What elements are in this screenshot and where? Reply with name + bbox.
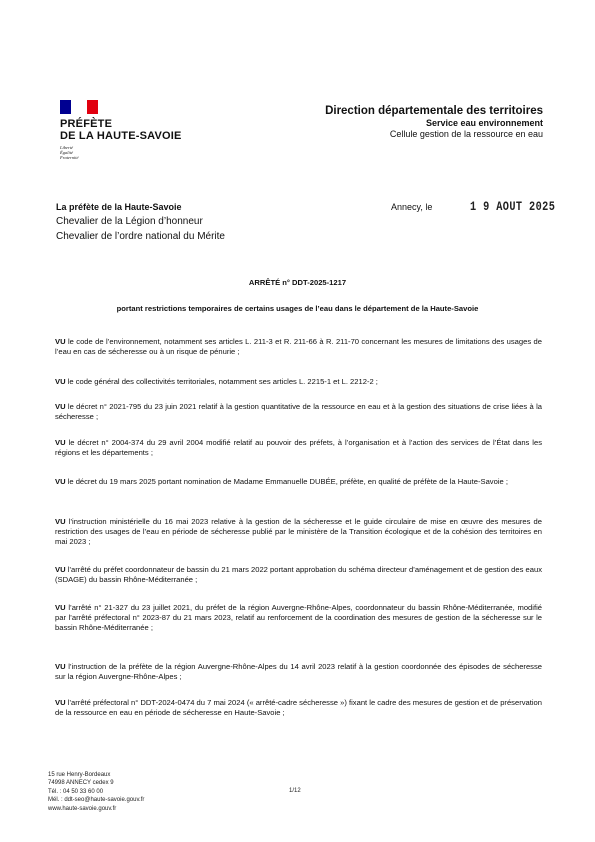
recital: VU l’arrêté n° 21-327 du 23 juillet 2021, du préfet de la région Auvergne-Rhône-Alpes, coordonnateur du bassin Rhône-Méditerranée, modifié par l’arrêté préfectoral n° 2023-87 du 21 mars 2023, relatif au renforcement de la coordination des mesures de gestion de la sécheresse sur le bassin Rhône-Méditerranée ; xyxy=(55,603,542,632)
footer-address-2: 74998 ANNECY cedex 9 xyxy=(48,780,114,787)
recital: VU l’arrêté préfectoral n° DDT-2024-0474 du 7 mai 2024 (« arrêté-cadre sécheresse ») fixant le cadre des mesures de gestion et de préservation de la ressource en eau en période de sécheresse en Haute-Savoie ; xyxy=(55,698,542,717)
recital: VU le code de l’environnement, notamment ses articles L. 211-3 et R. 211-66 à R. 211-70 concernant les mesures de limitations des usages de l’eau en cas de sécheresse ou à un risque de pénurie ; xyxy=(55,337,542,356)
signatory-block xyxy=(56,200,225,244)
footer-phone: Tél. : 04 50 33 60 00 xyxy=(48,788,104,795)
recital: VU le décret n° 2004-374 du 29 avril 2004 modifié relatif au pouvoir des préfets, à l’organisation et à l’action des services de l’État dans les régions et les départements ; xyxy=(55,438,542,457)
footer-email-link[interactable]: Mél. : ddt-seo@haute-savoie.gouv.fr xyxy=(48,797,145,804)
recital: VU l’instruction de la préfète de la région Auvergne-Rhône-Alpes du 14 avril 2023 relatif à la gestion coordonnée des épisodes de sécheresse sur la région Auvergne-Rhône-Alpes ; xyxy=(55,662,542,681)
recital: VU l’instruction ministérielle du 16 mai 2023 relative à la gestion de la sécheresse et le guide circulaire de mise en œuvre des mesures de restriction des usages de l’eau en période de sécheresse publié par le ministère de la Transition écologique et de la cohésion des territoires en mai 2023 ; xyxy=(55,517,542,546)
recital: VU l’arrêté du préfet coordonnateur de bassin du 21 mars 2022 portant approbation du schéma directeur d’aménagement et de gestion des eaux (SDAGE) du bassin Rhône-Méditerranée ; xyxy=(55,565,542,584)
decree-reference: ARRÊTÉ n° DDT-2025-1217 xyxy=(248,278,347,287)
department-service: Service eau environnement xyxy=(425,118,543,128)
republic-motto: Liberté Égalité Fraternité xyxy=(60,145,79,161)
recital: VU le décret du 19 mars 2025 portant nomination de Madame Emmanuelle DUBÉE, préfète, en qualité de préfète de la Haute-Savoie ; xyxy=(55,477,508,486)
logo-line-2: DE LA HAUTE-SAVOIE xyxy=(60,130,182,142)
date-stamp: 1 9 AOUT 2025 xyxy=(470,200,556,214)
recital: VU le code général des collectivités territoriales, notamment ses articles L. 2215-1 et L. 2212-2 ; xyxy=(55,377,378,386)
footer-website-link[interactable]: www.haute-savoie.gouv.fr xyxy=(48,805,117,812)
place-label: Annecy, le xyxy=(391,202,433,212)
department-title: Direction départementale des territoires xyxy=(325,105,543,117)
prefecture-logo xyxy=(60,100,182,161)
signatory-honour-1: Chevalier de la Légion d’honneur xyxy=(56,216,203,227)
department-header xyxy=(325,104,543,140)
footer-contact xyxy=(48,771,144,813)
signatory-title: La préfète de la Haute-Savoie xyxy=(56,202,182,212)
marianne-flag-icon xyxy=(60,100,98,114)
department-cell: Cellule gestion de la ressource en eau xyxy=(389,129,543,139)
footer-address-1: 15 rue Henry-Bordeaux xyxy=(48,772,111,778)
decree-subject: portant restrictions temporaires de certains usages de l’eau dans le département de la Haute-Savoie xyxy=(116,304,479,313)
logo-line-1: PRÉFÈTE xyxy=(60,118,113,130)
recital: VU le décret n° 2021-795 du 23 juin 2021 relatif à la gestion quantitative de la ressource en eau et à la gestion des situations de crise liées à la sécheresse ; xyxy=(55,402,542,421)
signatory-honour-2: Chevalier de l’ordre national du Mérite xyxy=(56,231,225,242)
page-number: 1/12 xyxy=(289,788,301,794)
